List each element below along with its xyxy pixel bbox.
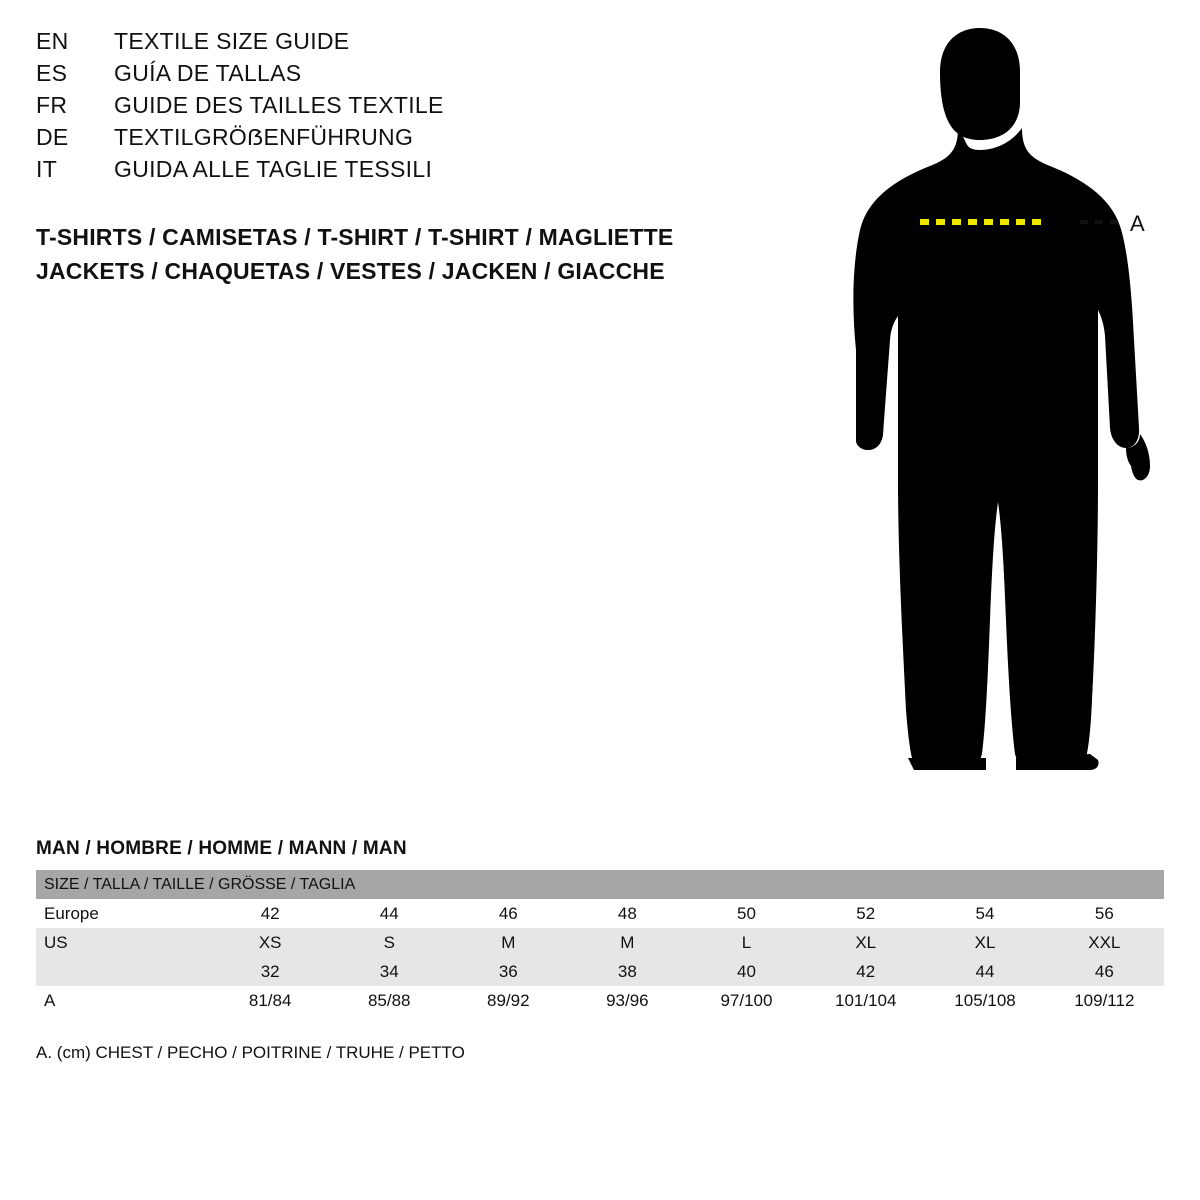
- table-cell: 46: [449, 899, 568, 928]
- table-cell: 46: [1045, 957, 1164, 986]
- table-cell: 89/92: [449, 986, 568, 1015]
- table-section-title: MAN / HOMBRE / HOMME / MANN / MAN: [36, 838, 407, 859]
- size-table-section: [36, 838, 1164, 1063]
- language-row: [36, 92, 756, 124]
- measurement-note: A. (cm) CHEST / PECHO / POITRINE / TRUHE / PETTO: [36, 1043, 465, 1062]
- size-table: [36, 870, 1164, 1015]
- table-cell: 38: [568, 957, 687, 986]
- table-cell: 109/112: [1045, 986, 1164, 1015]
- table-cell: XL: [925, 928, 1044, 957]
- table-cell: 101/104: [806, 986, 925, 1015]
- table-row: [36, 928, 1164, 957]
- table-cell: S: [330, 928, 449, 957]
- table-cell: 36: [449, 957, 568, 986]
- table-cell: XL: [806, 928, 925, 957]
- table-cell: 32: [211, 957, 330, 986]
- table-cell: 42: [211, 899, 330, 928]
- table-cell: XXL: [1045, 928, 1164, 957]
- table-cell: 44: [925, 957, 1044, 986]
- table-cell: M: [568, 928, 687, 957]
- language-code: ES: [36, 60, 68, 86]
- language-header-block: [36, 28, 756, 188]
- row-label: Europe: [36, 899, 211, 928]
- table-cell: M: [449, 928, 568, 957]
- category-jackets: JACKETS / CHAQUETAS / VESTES / JACKEN / GIACCHE: [36, 258, 665, 284]
- language-row: [36, 156, 756, 188]
- table-cell: 40: [687, 957, 806, 986]
- table-cell: 52: [806, 899, 925, 928]
- table-row: [36, 986, 1164, 1015]
- language-title: GUÍA DE TALLAS: [114, 60, 302, 86]
- body-silhouette-figure: [790, 10, 1190, 800]
- category-tshirts: T-SHIRTS / CAMISETAS / T-SHIRT / T-SHIRT / MAGLIETTE: [36, 224, 674, 250]
- table-cell: 54: [925, 899, 1044, 928]
- table-row: [36, 957, 1164, 986]
- table-cell: 50: [687, 899, 806, 928]
- language-title: TEXTILE SIZE GUIDE: [114, 28, 350, 54]
- table-header-label: SIZE / TALLA / TAILLE / GRÖSSE / TAGLIA: [36, 870, 1164, 899]
- table-row: [36, 899, 1164, 928]
- table-cell: 56: [1045, 899, 1164, 928]
- language-row: [36, 28, 756, 60]
- table-cell: 48: [568, 899, 687, 928]
- language-row: [36, 60, 756, 92]
- table-cell: 44: [330, 899, 449, 928]
- measure-label-a: A: [1130, 211, 1145, 236]
- garment-category-block: [36, 220, 796, 288]
- table-cell: 34: [330, 957, 449, 986]
- table-cell: XS: [211, 928, 330, 957]
- language-title: GUIDE DES TAILLES TEXTILE: [114, 92, 444, 118]
- language-title: TEXTILGRÖẞENFÜHRUNG: [114, 124, 414, 150]
- row-label: [36, 957, 211, 986]
- row-label: US: [36, 928, 211, 957]
- table-cell: 97/100: [687, 986, 806, 1015]
- row-label: A: [36, 986, 211, 1015]
- language-code: FR: [36, 92, 68, 118]
- table-cell: 105/108: [925, 986, 1044, 1015]
- language-code: EN: [36, 28, 69, 54]
- table-cell: 93/96: [568, 986, 687, 1015]
- language-row: [36, 124, 756, 156]
- language-title: GUIDA ALLE TAGLIE TESSILI: [114, 156, 433, 182]
- male-body-silhouette: [853, 28, 1150, 770]
- language-code: IT: [36, 156, 58, 182]
- table-cell: 85/88: [330, 986, 449, 1015]
- table-cell: L: [687, 928, 806, 957]
- language-code: DE: [36, 124, 69, 150]
- table-header-row: [36, 870, 1164, 899]
- table-cell: 42: [806, 957, 925, 986]
- table-cell: 81/84: [211, 986, 330, 1015]
